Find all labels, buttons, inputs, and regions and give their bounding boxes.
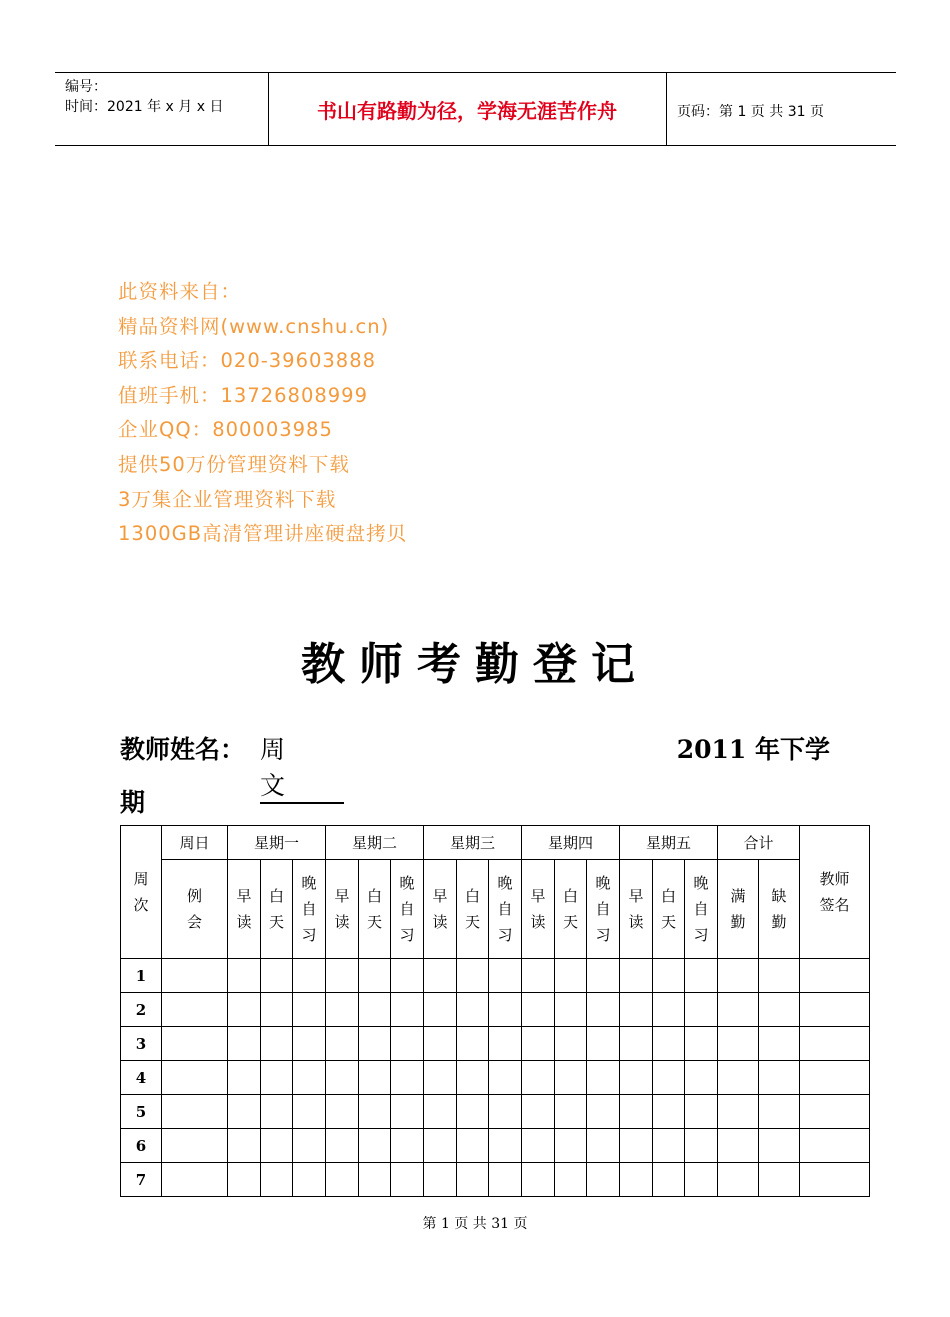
attendance-cell[interactable]	[718, 1163, 759, 1197]
attendance-cell[interactable]	[800, 1163, 870, 1197]
header-signature: 教师签名	[800, 826, 870, 959]
sub-daytime: 白天	[555, 860, 587, 959]
attendance-cell[interactable]	[457, 1129, 489, 1163]
attendance-cell[interactable]	[620, 1061, 653, 1095]
table-row	[121, 1061, 870, 1095]
attendance-cell[interactable]	[326, 1163, 359, 1197]
attendance-cell[interactable]	[759, 1129, 800, 1163]
attendance-cell[interactable]	[685, 959, 718, 993]
attendance-cell[interactable]	[620, 1129, 653, 1163]
attendance-cell[interactable]	[326, 1027, 359, 1061]
code-label: 编号：	[65, 79, 107, 95]
document-title: 教师考勤登记	[301, 639, 649, 690]
header-wednesday: 星期三	[424, 826, 522, 860]
attendance-cell[interactable]	[522, 1095, 555, 1129]
sub-sunday-meeting: 例会	[162, 860, 228, 959]
attendance-cell[interactable]	[620, 1027, 653, 1061]
attendance-cell[interactable]	[391, 1027, 424, 1061]
attendance-cell[interactable]	[587, 959, 620, 993]
attendance-cell[interactable]	[653, 959, 685, 993]
attendance-cell[interactable]	[522, 1027, 555, 1061]
attendance-cell[interactable]	[620, 1095, 653, 1129]
header-total: 合计	[718, 826, 800, 860]
attendance-cell[interactable]	[653, 1061, 685, 1095]
attendance-cell[interactable]	[359, 959, 391, 993]
term-label: 2011 年下学	[676, 735, 830, 764]
sub-daytime: 白天	[359, 860, 391, 959]
attendance-cell[interactable]	[555, 1095, 587, 1129]
attendance-cell[interactable]	[261, 1095, 293, 1129]
attendance-cell[interactable]	[800, 993, 870, 1027]
header-page-number: 页码：第 1 页 共 31 页	[677, 104, 824, 120]
attendance-cell[interactable]	[522, 993, 555, 1027]
attendance-cell[interactable]	[685, 993, 718, 1027]
time-label: 时间：2021 年 x 月 x 日	[65, 99, 224, 115]
sub-daytime: 白天	[261, 860, 293, 959]
attendance-cell[interactable]	[718, 1129, 759, 1163]
attendance-cell[interactable]	[555, 1027, 587, 1061]
attendance-cell[interactable]	[759, 1061, 800, 1095]
sub-evening-study: 晚自习	[293, 860, 326, 959]
sub-absence: 缺勤	[759, 860, 800, 959]
week-number: 2	[121, 993, 162, 1027]
header-thursday: 星期四	[522, 826, 620, 860]
attendance-cell[interactable]	[489, 1061, 522, 1095]
attendance-cell[interactable]	[424, 993, 457, 1027]
attendance-cell[interactable]	[457, 1027, 489, 1061]
attendance-cell[interactable]	[228, 1129, 261, 1163]
attendance-cell[interactable]	[457, 1163, 489, 1197]
attendance-cell[interactable]	[391, 1163, 424, 1197]
table-row	[121, 1163, 870, 1197]
attendance-cell[interactable]	[489, 1095, 522, 1129]
attendance-cell[interactable]	[759, 1027, 800, 1061]
attendance-cell[interactable]	[522, 1061, 555, 1095]
attendance-cell[interactable]	[653, 1027, 685, 1061]
attendance-cell[interactable]	[555, 1061, 587, 1095]
attendance-cell[interactable]	[293, 1061, 326, 1095]
attendance-cell[interactable]	[359, 1061, 391, 1095]
week-number: 5	[121, 1095, 162, 1129]
attendance-cell[interactable]	[685, 1095, 718, 1129]
info-line: 企业QQ：800003985	[118, 418, 333, 442]
attendance-cell[interactable]	[685, 1061, 718, 1095]
attendance-cell[interactable]	[800, 959, 870, 993]
attendance-cell[interactable]	[162, 959, 228, 993]
attendance-cell[interactable]	[685, 1163, 718, 1197]
attendance-cell[interactable]	[261, 1163, 293, 1197]
attendance-cell[interactable]	[359, 1163, 391, 1197]
attendance-cell[interactable]	[620, 993, 653, 1027]
week-number: 6	[121, 1129, 162, 1163]
attendance-cell[interactable]	[359, 1095, 391, 1129]
attendance-cell[interactable]	[391, 1095, 424, 1129]
attendance-cell[interactable]	[228, 1061, 261, 1095]
header-monday: 星期一	[228, 826, 326, 860]
attendance-cell[interactable]	[587, 1027, 620, 1061]
week-number: 7	[121, 1163, 162, 1197]
attendance-cell[interactable]	[800, 1095, 870, 1129]
attendance-cell[interactable]	[162, 1129, 228, 1163]
attendance-cell[interactable]	[162, 1027, 228, 1061]
header-divider	[666, 73, 667, 145]
attendance-cell[interactable]	[522, 1163, 555, 1197]
attendance-cell[interactable]	[391, 1061, 424, 1095]
page-header	[55, 72, 896, 146]
teacher-name: 周文	[260, 730, 344, 804]
info-line: 精品资料网(www.cnshu.cn)	[118, 314, 390, 338]
info-line: 值班手机：13726808999	[118, 383, 368, 407]
attendance-cell[interactable]	[587, 1129, 620, 1163]
attendance-cell[interactable]	[326, 1061, 359, 1095]
attendance-cell[interactable]	[391, 959, 424, 993]
sub-daytime: 白天	[457, 860, 489, 959]
attendance-cell[interactable]	[522, 959, 555, 993]
attendance-cell[interactable]	[261, 1027, 293, 1061]
attendance-cell[interactable]	[620, 1163, 653, 1197]
teacher-row	[120, 730, 830, 800]
header-motto: 书山有路勤为径，学海无涯苦作舟	[317, 98, 617, 123]
attendance-cell[interactable]	[162, 993, 228, 1027]
attendance-cell[interactable]	[228, 1095, 261, 1129]
attendance-cell[interactable]	[261, 1061, 293, 1095]
header-week: 周次	[121, 826, 162, 959]
table-subheader-row	[121, 860, 870, 959]
attendance-cell[interactable]	[489, 1129, 522, 1163]
attendance-cell[interactable]	[457, 1061, 489, 1095]
header-meta	[65, 77, 223, 117]
sub-morning-read: 早读	[228, 860, 261, 959]
attendance-cell[interactable]	[759, 1163, 800, 1197]
table-header-row	[121, 826, 870, 860]
attendance-cell[interactable]	[718, 993, 759, 1027]
attendance-cell[interactable]	[685, 1129, 718, 1163]
attendance-cell[interactable]	[359, 993, 391, 1027]
attendance-cell[interactable]	[587, 993, 620, 1027]
attendance-cell[interactable]	[391, 1129, 424, 1163]
attendance-cell[interactable]	[489, 959, 522, 993]
info-line: 联系电话：020-39603888	[118, 349, 377, 373]
attendance-cell[interactable]	[555, 1163, 587, 1197]
week-number: 4	[121, 1061, 162, 1095]
attendance-cell[interactable]	[587, 1061, 620, 1095]
attendance-cell[interactable]	[326, 959, 359, 993]
info-line: 此资料来自：	[118, 280, 242, 303]
attendance-cell[interactable]	[424, 1163, 457, 1197]
attendance-cell[interactable]	[555, 1129, 587, 1163]
sub-morning-read: 早读	[326, 860, 359, 959]
attendance-cell[interactable]	[587, 1163, 620, 1197]
source-info	[118, 275, 407, 552]
attendance-cell[interactable]	[555, 959, 587, 993]
attendance-cell[interactable]	[293, 1163, 326, 1197]
table-row	[121, 1129, 870, 1163]
attendance-cell[interactable]	[326, 993, 359, 1027]
attendance-cell[interactable]	[800, 1027, 870, 1061]
sub-morning-read: 早读	[424, 860, 457, 959]
info-line: 3万集企业管理资料下载	[118, 487, 337, 511]
sub-evening-study: 晚自习	[489, 860, 522, 959]
attendance-cell[interactable]	[718, 959, 759, 993]
attendance-cell[interactable]	[718, 1095, 759, 1129]
attendance-cell[interactable]	[457, 959, 489, 993]
attendance-cell[interactable]	[489, 993, 522, 1027]
week-number: 1	[121, 959, 162, 993]
attendance-cell[interactable]	[424, 1095, 457, 1129]
attendance-cell[interactable]	[293, 1095, 326, 1129]
sub-evening-study: 晚自习	[391, 860, 424, 959]
attendance-cell[interactable]	[759, 959, 800, 993]
sub-full-attendance: 满勤	[718, 860, 759, 959]
attendance-cell[interactable]	[228, 1163, 261, 1197]
sub-morning-read: 早读	[522, 860, 555, 959]
header-tuesday: 星期二	[326, 826, 424, 860]
sub-evening-study: 晚自习	[587, 860, 620, 959]
attendance-cell[interactable]	[555, 993, 587, 1027]
info-line: 1300GB高清管理讲座硬盘拷贝	[118, 522, 408, 546]
attendance-cell[interactable]	[326, 1095, 359, 1129]
attendance-cell[interactable]	[424, 1027, 457, 1061]
attendance-cell[interactable]	[228, 993, 261, 1027]
attendance-cell[interactable]	[162, 1163, 228, 1197]
teacher-label: 教师姓名：	[120, 735, 246, 764]
attendance-cell[interactable]	[424, 1129, 457, 1163]
attendance-cell[interactable]	[326, 1129, 359, 1163]
attendance-cell[interactable]	[489, 1027, 522, 1061]
attendance-cell[interactable]	[653, 1095, 685, 1129]
attendance-cell[interactable]	[587, 1095, 620, 1129]
week-number: 3	[121, 1027, 162, 1061]
attendance-cell[interactable]	[162, 1061, 228, 1095]
attendance-cell[interactable]	[620, 959, 653, 993]
attendance-cell[interactable]	[522, 1129, 555, 1163]
attendance-cell[interactable]	[800, 1061, 870, 1095]
header-friday: 星期五	[620, 826, 718, 860]
sub-morning-read: 早读	[620, 860, 653, 959]
attendance-cell[interactable]	[759, 1095, 800, 1129]
attendance-cell[interactable]	[293, 959, 326, 993]
attendance-cell[interactable]	[424, 1061, 457, 1095]
attendance-cell[interactable]	[800, 1129, 870, 1163]
sub-evening-study: 晚自习	[685, 860, 718, 959]
attendance-cell[interactable]	[261, 959, 293, 993]
header-sunday: 周日	[162, 826, 228, 860]
page-footer: 第 1 页 共 31 页	[422, 1216, 528, 1232]
attendance-cell[interactable]	[228, 959, 261, 993]
attendance-cell[interactable]	[293, 993, 326, 1027]
attendance-cell[interactable]	[261, 1129, 293, 1163]
table-row	[121, 1095, 870, 1129]
attendance-cell[interactable]	[293, 1027, 326, 1061]
attendance-cell[interactable]	[391, 993, 424, 1027]
attendance-cell[interactable]	[759, 993, 800, 1027]
info-line: 提供50万份管理资料下载	[118, 452, 350, 476]
attendance-cell[interactable]	[489, 1163, 522, 1197]
attendance-rows	[121, 959, 870, 1197]
attendance-table	[120, 825, 870, 1197]
attendance-cell[interactable]	[653, 993, 685, 1027]
attendance-cell[interactable]	[457, 1095, 489, 1129]
attendance-cell[interactable]	[359, 1129, 391, 1163]
term-label-tail: 期	[120, 788, 146, 817]
attendance-cell[interactable]	[457, 993, 489, 1027]
attendance-cell[interactable]	[424, 959, 457, 993]
table-row	[121, 959, 870, 993]
attendance-cell[interactable]	[162, 1095, 228, 1129]
attendance-cell[interactable]	[653, 1163, 685, 1197]
attendance-cell[interactable]	[293, 1129, 326, 1163]
attendance-cell[interactable]	[359, 1027, 391, 1061]
attendance-cell[interactable]	[718, 1027, 759, 1061]
table-row	[121, 1027, 870, 1061]
attendance-cell[interactable]	[653, 1129, 685, 1163]
attendance-cell[interactable]	[228, 1027, 261, 1061]
attendance-cell[interactable]	[718, 1061, 759, 1095]
attendance-cell[interactable]	[261, 993, 293, 1027]
sub-daytime: 白天	[653, 860, 685, 959]
attendance-cell[interactable]	[685, 1027, 718, 1061]
table-row	[121, 993, 870, 1027]
